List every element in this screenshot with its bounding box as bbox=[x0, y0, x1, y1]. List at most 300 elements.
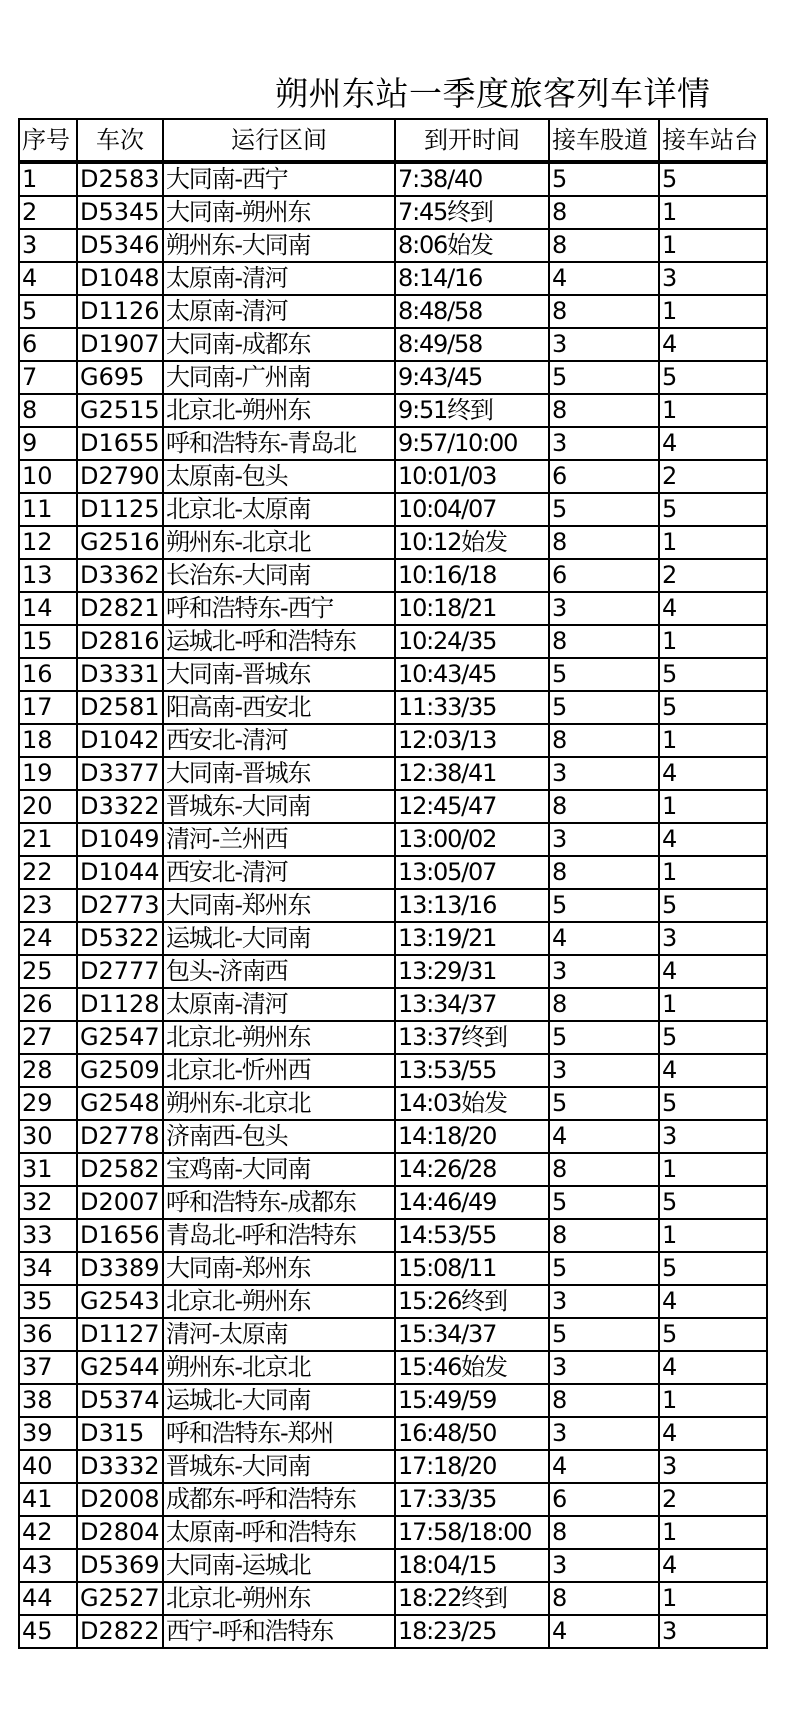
cell-time: 8:06始发 bbox=[395, 229, 549, 262]
cell-train-number: D1655 bbox=[77, 427, 163, 460]
cell-time: 14:53/55 bbox=[395, 1219, 549, 1252]
cell-track: 5 bbox=[549, 658, 659, 691]
table-row bbox=[19, 262, 767, 295]
cell-platform: 1 bbox=[659, 1582, 767, 1615]
header-index: 序号 bbox=[19, 119, 77, 162]
table-row bbox=[19, 162, 767, 196]
cell-route: 运城北-呼和浩特东 bbox=[163, 625, 395, 658]
cell-track: 5 bbox=[549, 361, 659, 394]
table-header-row bbox=[19, 119, 767, 162]
table-row bbox=[19, 1615, 767, 1648]
cell-train-number: G2509 bbox=[77, 1054, 163, 1087]
table-row bbox=[19, 394, 767, 427]
cell-platform: 5 bbox=[659, 1021, 767, 1054]
cell-time: 10:12始发 bbox=[395, 526, 549, 559]
cell-route: 长治东-大同南 bbox=[163, 559, 395, 592]
header-track: 接车股道 bbox=[549, 119, 659, 162]
cell-index: 6 bbox=[19, 328, 77, 361]
cell-time: 14:46/49 bbox=[395, 1186, 549, 1219]
cell-index: 17 bbox=[19, 691, 77, 724]
cell-train-number: G2543 bbox=[77, 1285, 163, 1318]
cell-route: 太原南-清河 bbox=[163, 295, 395, 328]
cell-index: 41 bbox=[19, 1483, 77, 1516]
cell-platform: 5 bbox=[659, 658, 767, 691]
cell-time: 11:33/35 bbox=[395, 691, 549, 724]
cell-train-number: D2777 bbox=[77, 955, 163, 988]
table-row bbox=[19, 988, 767, 1021]
cell-time: 14:03始发 bbox=[395, 1087, 549, 1120]
cell-route: 清河-兰州西 bbox=[163, 823, 395, 856]
cell-track: 3 bbox=[549, 1285, 659, 1318]
cell-track: 5 bbox=[549, 1252, 659, 1285]
cell-route: 大同南-广州南 bbox=[163, 361, 395, 394]
cell-train-number: D2804 bbox=[77, 1516, 163, 1549]
cell-route: 北京北-朔州东 bbox=[163, 394, 395, 427]
cell-index: 25 bbox=[19, 955, 77, 988]
cell-time: 7:45终到 bbox=[395, 196, 549, 229]
cell-time: 14:18/20 bbox=[395, 1120, 549, 1153]
cell-time: 16:48/50 bbox=[395, 1417, 549, 1450]
cell-route: 西安北-清河 bbox=[163, 724, 395, 757]
header-train-number: 车次 bbox=[77, 119, 163, 162]
cell-route: 济南西-包头 bbox=[163, 1120, 395, 1153]
cell-index: 11 bbox=[19, 493, 77, 526]
cell-train-number: G2547 bbox=[77, 1021, 163, 1054]
cell-route: 大同南-晋城东 bbox=[163, 658, 395, 691]
cell-track: 8 bbox=[549, 724, 659, 757]
table-row bbox=[19, 625, 767, 658]
cell-route: 清河-太原南 bbox=[163, 1318, 395, 1351]
cell-track: 3 bbox=[549, 823, 659, 856]
cell-platform: 1 bbox=[659, 1219, 767, 1252]
cell-track: 8 bbox=[549, 856, 659, 889]
cell-track: 6 bbox=[549, 1483, 659, 1516]
cell-time: 15:34/37 bbox=[395, 1318, 549, 1351]
cell-platform: 1 bbox=[659, 229, 767, 262]
cell-route: 运城北-大同南 bbox=[163, 1384, 395, 1417]
table-row bbox=[19, 1285, 767, 1318]
cell-route: 北京北-忻州西 bbox=[163, 1054, 395, 1087]
cell-platform: 3 bbox=[659, 1615, 767, 1648]
cell-platform: 2 bbox=[659, 559, 767, 592]
cell-platform: 1 bbox=[659, 856, 767, 889]
cell-index: 14 bbox=[19, 592, 77, 625]
cell-track: 8 bbox=[549, 1516, 659, 1549]
cell-train-number: D3377 bbox=[77, 757, 163, 790]
table-row bbox=[19, 1351, 767, 1384]
cell-index: 40 bbox=[19, 1450, 77, 1483]
cell-platform: 5 bbox=[659, 1186, 767, 1219]
cell-platform: 4 bbox=[659, 757, 767, 790]
cell-train-number: D2581 bbox=[77, 691, 163, 724]
table-row bbox=[19, 922, 767, 955]
cell-train-number: D1125 bbox=[77, 493, 163, 526]
cell-index: 33 bbox=[19, 1219, 77, 1252]
cell-route: 太原南-清河 bbox=[163, 262, 395, 295]
cell-track: 6 bbox=[549, 559, 659, 592]
cell-track: 4 bbox=[549, 262, 659, 295]
cell-platform: 5 bbox=[659, 1318, 767, 1351]
cell-route: 朔州东-北京北 bbox=[163, 526, 395, 559]
cell-platform: 4 bbox=[659, 1351, 767, 1384]
cell-time: 8:14/16 bbox=[395, 262, 549, 295]
cell-train-number: D5345 bbox=[77, 196, 163, 229]
page-title: 朔州东站一季度旅客列车详情 bbox=[275, 74, 711, 113]
cell-index: 32 bbox=[19, 1186, 77, 1219]
cell-route: 太原南-包头 bbox=[163, 460, 395, 493]
cell-route: 北京北-朔州东 bbox=[163, 1582, 395, 1615]
table-row bbox=[19, 1153, 767, 1186]
cell-index: 4 bbox=[19, 262, 77, 295]
cell-route: 大同南-郑州东 bbox=[163, 889, 395, 922]
cell-platform: 5 bbox=[659, 691, 767, 724]
cell-time: 10:16/18 bbox=[395, 559, 549, 592]
cell-time: 13:00/02 bbox=[395, 823, 549, 856]
cell-track: 3 bbox=[549, 1549, 659, 1582]
table-row bbox=[19, 856, 767, 889]
cell-track: 5 bbox=[549, 493, 659, 526]
cell-track: 8 bbox=[549, 1219, 659, 1252]
cell-track: 8 bbox=[549, 790, 659, 823]
cell-index: 16 bbox=[19, 658, 77, 691]
cell-platform: 5 bbox=[659, 1252, 767, 1285]
cell-time: 7:38/40 bbox=[395, 162, 549, 196]
cell-index: 21 bbox=[19, 823, 77, 856]
cell-platform: 1 bbox=[659, 394, 767, 427]
cell-time: 18:22终到 bbox=[395, 1582, 549, 1615]
cell-route: 晋城东-大同南 bbox=[163, 1450, 395, 1483]
cell-train-number: G2527 bbox=[77, 1582, 163, 1615]
cell-platform: 4 bbox=[659, 1285, 767, 1318]
cell-train-number: D3362 bbox=[77, 559, 163, 592]
table-row bbox=[19, 1252, 767, 1285]
cell-platform: 1 bbox=[659, 1153, 767, 1186]
cell-platform: 1 bbox=[659, 196, 767, 229]
cell-track: 3 bbox=[549, 757, 659, 790]
cell-platform: 2 bbox=[659, 1483, 767, 1516]
cell-index: 15 bbox=[19, 625, 77, 658]
cell-train-number: D1048 bbox=[77, 262, 163, 295]
table-row bbox=[19, 658, 767, 691]
header-platform: 接车站台 bbox=[659, 119, 767, 162]
cell-track: 4 bbox=[549, 1450, 659, 1483]
cell-train-number: D1907 bbox=[77, 328, 163, 361]
cell-train-number: G695 bbox=[77, 361, 163, 394]
cell-index: 36 bbox=[19, 1318, 77, 1351]
cell-platform: 4 bbox=[659, 328, 767, 361]
cell-route: 大同南-成都东 bbox=[163, 328, 395, 361]
cell-route: 北京北-朔州东 bbox=[163, 1285, 395, 1318]
table-row bbox=[19, 1186, 767, 1219]
cell-track: 3 bbox=[549, 1417, 659, 1450]
cell-time: 13:29/31 bbox=[395, 955, 549, 988]
cell-index: 37 bbox=[19, 1351, 77, 1384]
cell-route: 呼和浩特东-郑州 bbox=[163, 1417, 395, 1450]
cell-track: 3 bbox=[549, 328, 659, 361]
cell-index: 10 bbox=[19, 460, 77, 493]
cell-time: 15:26终到 bbox=[395, 1285, 549, 1318]
cell-route: 朔州东-大同南 bbox=[163, 229, 395, 262]
cell-time: 17:18/20 bbox=[395, 1450, 549, 1483]
table-row bbox=[19, 592, 767, 625]
table-row bbox=[19, 295, 767, 328]
table-row bbox=[19, 1021, 767, 1054]
table-row bbox=[19, 889, 767, 922]
cell-platform: 5 bbox=[659, 361, 767, 394]
cell-time: 15:08/11 bbox=[395, 1252, 549, 1285]
cell-index: 24 bbox=[19, 922, 77, 955]
table-row bbox=[19, 460, 767, 493]
cell-train-number: D2816 bbox=[77, 625, 163, 658]
cell-index: 27 bbox=[19, 1021, 77, 1054]
cell-index: 5 bbox=[19, 295, 77, 328]
cell-time: 14:26/28 bbox=[395, 1153, 549, 1186]
cell-track: 8 bbox=[549, 1582, 659, 1615]
cell-track: 8 bbox=[549, 1153, 659, 1186]
cell-train-number: D5374 bbox=[77, 1384, 163, 1417]
cell-train-number: G2516 bbox=[77, 526, 163, 559]
cell-platform: 4 bbox=[659, 592, 767, 625]
cell-train-number: D2822 bbox=[77, 1615, 163, 1648]
cell-index: 30 bbox=[19, 1120, 77, 1153]
header-arrive-depart-time: 到开时间 bbox=[395, 119, 549, 162]
cell-index: 42 bbox=[19, 1516, 77, 1549]
cell-index: 23 bbox=[19, 889, 77, 922]
cell-index: 43 bbox=[19, 1549, 77, 1582]
cell-time: 17:58/18:00 bbox=[395, 1516, 549, 1549]
cell-time: 10:18/21 bbox=[395, 592, 549, 625]
cell-track: 5 bbox=[549, 1318, 659, 1351]
cell-platform: 4 bbox=[659, 823, 767, 856]
table-row bbox=[19, 1318, 767, 1351]
table-row bbox=[19, 493, 767, 526]
cell-track: 5 bbox=[549, 889, 659, 922]
table-row bbox=[19, 1483, 767, 1516]
table-row bbox=[19, 1417, 767, 1450]
table-row bbox=[19, 1450, 767, 1483]
cell-index: 1 bbox=[19, 162, 77, 196]
cell-track: 5 bbox=[549, 691, 659, 724]
cell-track: 3 bbox=[549, 1054, 659, 1087]
cell-time: 13:05/07 bbox=[395, 856, 549, 889]
cell-platform: 3 bbox=[659, 262, 767, 295]
cell-time: 13:53/55 bbox=[395, 1054, 549, 1087]
table-row bbox=[19, 559, 767, 592]
cell-platform: 1 bbox=[659, 790, 767, 823]
cell-platform: 1 bbox=[659, 724, 767, 757]
cell-route: 晋城东-大同南 bbox=[163, 790, 395, 823]
cell-track: 4 bbox=[549, 922, 659, 955]
cell-route: 西安北-清河 bbox=[163, 856, 395, 889]
cell-time: 9:57/10:00 bbox=[395, 427, 549, 460]
table-row bbox=[19, 427, 767, 460]
cell-route: 青岛北-呼和浩特东 bbox=[163, 1219, 395, 1252]
cell-track: 8 bbox=[549, 1384, 659, 1417]
cell-train-number: D2790 bbox=[77, 460, 163, 493]
table-row bbox=[19, 1120, 767, 1153]
cell-platform: 1 bbox=[659, 295, 767, 328]
cell-route: 大同南-郑州东 bbox=[163, 1252, 395, 1285]
table-row bbox=[19, 1384, 767, 1417]
cell-time: 13:13/16 bbox=[395, 889, 549, 922]
cell-route: 阳高南-西安北 bbox=[163, 691, 395, 724]
cell-train-number: G2515 bbox=[77, 394, 163, 427]
cell-train-number: D5369 bbox=[77, 1549, 163, 1582]
cell-time: 13:19/21 bbox=[395, 922, 549, 955]
table-row bbox=[19, 196, 767, 229]
train-schedule-table bbox=[18, 118, 768, 1649]
cell-index: 26 bbox=[19, 988, 77, 1021]
cell-route: 大同南-朔州东 bbox=[163, 196, 395, 229]
cell-platform: 4 bbox=[659, 1054, 767, 1087]
cell-index: 28 bbox=[19, 1054, 77, 1087]
cell-track: 8 bbox=[549, 196, 659, 229]
cell-index: 31 bbox=[19, 1153, 77, 1186]
cell-train-number: G2548 bbox=[77, 1087, 163, 1120]
cell-index: 3 bbox=[19, 229, 77, 262]
cell-index: 13 bbox=[19, 559, 77, 592]
cell-time: 13:37终到 bbox=[395, 1021, 549, 1054]
cell-track: 6 bbox=[549, 460, 659, 493]
cell-route: 大同南-运城北 bbox=[163, 1549, 395, 1582]
cell-route: 大同南-西宁 bbox=[163, 162, 395, 196]
cell-time: 10:24/35 bbox=[395, 625, 549, 658]
cell-train-number: D1126 bbox=[77, 295, 163, 328]
cell-track: 5 bbox=[549, 1021, 659, 1054]
cell-train-number: D1128 bbox=[77, 988, 163, 1021]
cell-route: 西宁-呼和浩特东 bbox=[163, 1615, 395, 1648]
cell-index: 7 bbox=[19, 361, 77, 394]
cell-index: 45 bbox=[19, 1615, 77, 1648]
cell-index: 38 bbox=[19, 1384, 77, 1417]
cell-track: 4 bbox=[549, 1615, 659, 1648]
cell-platform: 4 bbox=[659, 1549, 767, 1582]
cell-index: 34 bbox=[19, 1252, 77, 1285]
cell-platform: 1 bbox=[659, 625, 767, 658]
cell-time: 15:46始发 bbox=[395, 1351, 549, 1384]
cell-time: 18:23/25 bbox=[395, 1615, 549, 1648]
cell-time: 10:01/03 bbox=[395, 460, 549, 493]
cell-track: 4 bbox=[549, 1120, 659, 1153]
header-route: 运行区间 bbox=[163, 119, 395, 162]
cell-route: 太原南-清河 bbox=[163, 988, 395, 1021]
table-row bbox=[19, 328, 767, 361]
table-row bbox=[19, 790, 767, 823]
cell-train-number: D2583 bbox=[77, 162, 163, 196]
cell-time: 12:45/47 bbox=[395, 790, 549, 823]
cell-platform: 2 bbox=[659, 460, 767, 493]
cell-platform: 5 bbox=[659, 889, 767, 922]
cell-train-number: D3332 bbox=[77, 1450, 163, 1483]
table-row bbox=[19, 1219, 767, 1252]
table-row bbox=[19, 526, 767, 559]
cell-track: 5 bbox=[549, 162, 659, 196]
table-row bbox=[19, 361, 767, 394]
cell-route: 朔州东-北京北 bbox=[163, 1351, 395, 1384]
cell-train-number: D3331 bbox=[77, 658, 163, 691]
cell-platform: 3 bbox=[659, 1450, 767, 1483]
table-row bbox=[19, 1582, 767, 1615]
table-row bbox=[19, 1054, 767, 1087]
cell-index: 44 bbox=[19, 1582, 77, 1615]
table-row bbox=[19, 229, 767, 262]
cell-track: 5 bbox=[549, 1087, 659, 1120]
cell-time: 9:43/45 bbox=[395, 361, 549, 394]
cell-time: 8:48/58 bbox=[395, 295, 549, 328]
cell-platform: 4 bbox=[659, 1417, 767, 1450]
cell-track: 8 bbox=[549, 295, 659, 328]
cell-route: 北京北-朔州东 bbox=[163, 1021, 395, 1054]
table-row bbox=[19, 955, 767, 988]
cell-train-number: D315 bbox=[77, 1417, 163, 1450]
cell-train-number: D2821 bbox=[77, 592, 163, 625]
cell-time: 12:38/41 bbox=[395, 757, 549, 790]
cell-time: 13:34/37 bbox=[395, 988, 549, 1021]
cell-time: 10:43/45 bbox=[395, 658, 549, 691]
cell-route: 大同南-晋城东 bbox=[163, 757, 395, 790]
table-row bbox=[19, 1516, 767, 1549]
cell-train-number: D3389 bbox=[77, 1252, 163, 1285]
cell-track: 8 bbox=[549, 229, 659, 262]
cell-train-number: D3322 bbox=[77, 790, 163, 823]
cell-platform: 1 bbox=[659, 1384, 767, 1417]
cell-train-number: D1044 bbox=[77, 856, 163, 889]
cell-train-number: D2582 bbox=[77, 1153, 163, 1186]
cell-index: 8 bbox=[19, 394, 77, 427]
cell-time: 9:51终到 bbox=[395, 394, 549, 427]
cell-track: 8 bbox=[549, 526, 659, 559]
cell-train-number: D2773 bbox=[77, 889, 163, 922]
cell-platform: 5 bbox=[659, 162, 767, 196]
cell-train-number: D2778 bbox=[77, 1120, 163, 1153]
cell-route: 包头-济南西 bbox=[163, 955, 395, 988]
cell-index: 9 bbox=[19, 427, 77, 460]
cell-route: 太原南-呼和浩特东 bbox=[163, 1516, 395, 1549]
cell-track: 3 bbox=[549, 592, 659, 625]
cell-index: 20 bbox=[19, 790, 77, 823]
table-row bbox=[19, 724, 767, 757]
cell-platform: 1 bbox=[659, 988, 767, 1021]
cell-index: 39 bbox=[19, 1417, 77, 1450]
cell-platform: 1 bbox=[659, 1516, 767, 1549]
cell-index: 12 bbox=[19, 526, 77, 559]
cell-track: 5 bbox=[549, 1186, 659, 1219]
cell-time: 18:04/15 bbox=[395, 1549, 549, 1582]
cell-platform: 4 bbox=[659, 427, 767, 460]
cell-track: 8 bbox=[549, 394, 659, 427]
cell-track: 8 bbox=[549, 625, 659, 658]
cell-index: 29 bbox=[19, 1087, 77, 1120]
cell-route: 朔州东-北京北 bbox=[163, 1087, 395, 1120]
cell-route: 成都东-呼和浩特东 bbox=[163, 1483, 395, 1516]
cell-train-number: D5322 bbox=[77, 922, 163, 955]
cell-platform: 5 bbox=[659, 1087, 767, 1120]
cell-index: 22 bbox=[19, 856, 77, 889]
table-row bbox=[19, 823, 767, 856]
cell-index: 35 bbox=[19, 1285, 77, 1318]
table-row bbox=[19, 757, 767, 790]
cell-index: 18 bbox=[19, 724, 77, 757]
cell-time: 15:49/59 bbox=[395, 1384, 549, 1417]
cell-track: 3 bbox=[549, 1351, 659, 1384]
cell-platform: 1 bbox=[659, 526, 767, 559]
cell-track: 8 bbox=[549, 988, 659, 1021]
cell-train-number: G2544 bbox=[77, 1351, 163, 1384]
cell-train-number: D1127 bbox=[77, 1318, 163, 1351]
cell-index: 2 bbox=[19, 196, 77, 229]
cell-time: 17:33/35 bbox=[395, 1483, 549, 1516]
cell-train-number: D1656 bbox=[77, 1219, 163, 1252]
